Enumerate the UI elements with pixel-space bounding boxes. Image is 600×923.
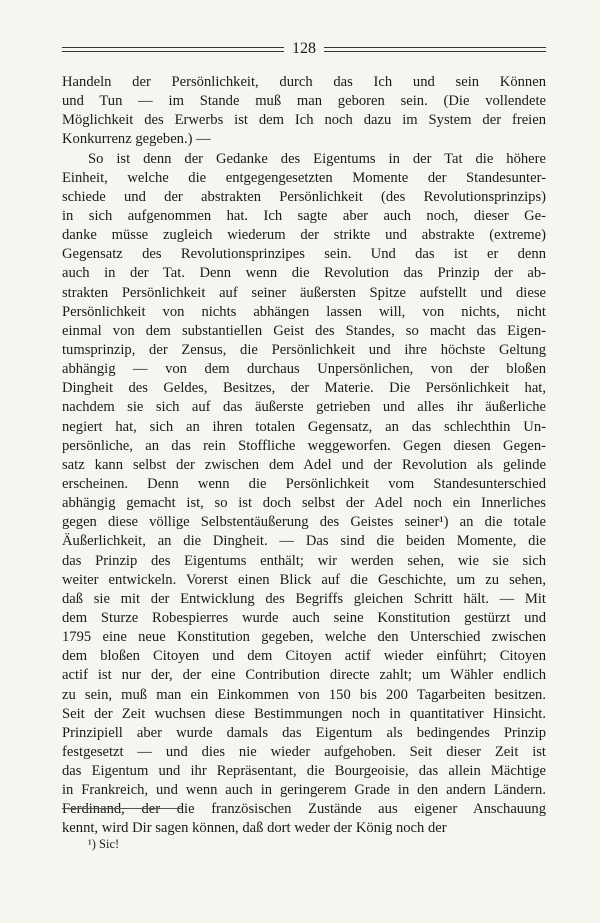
page-number: 128 (292, 40, 316, 57)
text-line: dem bloßen Citoyen und dem Citoyen actif wieder einführt; Citoyen (62, 648, 546, 665)
text-line: tumsprinzip, der Zensus, die Persönlichkeit und ihre höchste Geltung (62, 341, 546, 358)
text-line: Äußerlichkeit, an die Dingheit. — Das sind die beiden Momente, die (62, 533, 546, 550)
text-line: persönliche, an das rein Stoffliche weggeworfen. Gegen diesen Gegen- (62, 437, 546, 454)
text-line: Ferdinand, der die französischen Zustände aus eigener Anschauung (62, 801, 546, 818)
text-line: negiert hat, sich an ihren totalen Gegensatz, an das schlechthin Un- (62, 418, 546, 435)
text-line: das Eigentum und ihr Repräsentant, die Bourgeoisie, das allein Mächtige (62, 763, 546, 780)
text-line: in Frankreich, und wenn auch in geringerem Grade in den andern Ländern. (62, 782, 546, 799)
text-line: Prinzipiell aber wurde damals das Eigentum als bedingendes Prinzip (62, 724, 546, 741)
text-line: danke müsse zugleich wiederum der strikte und abstrakte (extreme) (62, 227, 546, 244)
text-line: einmal von dem substantiellen Geist des Standes, so macht das Eigen- (62, 322, 546, 339)
text-line: Persönlichkeit von nichts abhängen lassen will, von nichts, nicht (62, 303, 546, 320)
text-line: dem Sturze Robespierres wurde auch seine Konstitution gestürzt und (62, 609, 546, 626)
text-line: Einheit, welche die entgegengesetzten Momente der Standesunter- (62, 169, 546, 186)
text-line: Gegensatz des Revolutionsprinzipes sein. Und das ist er denn (62, 246, 546, 263)
text-line: strakten Persönlichkeit auf seiner äußersten Spitze aufstellt und diese (62, 284, 546, 301)
text-line: kennt, wird Dir sagen können, daß dort weder der König noch der (62, 820, 447, 837)
text-line: So ist denn der Gedanke des Eigentums in der Tat die höhere (88, 150, 546, 167)
text-line: Dingheit des Geldes, Besitzes, der Materie. Die Persönlichkeit hat, (62, 380, 546, 397)
body-text (62, 73, 546, 839)
text-line: auch in der Tat. Denn wenn die Revolution das Prinzip der ab- (62, 265, 546, 282)
text-line: schiede und der abstrakten Persönlichkeit (des Revolutionsprinzips) (62, 188, 546, 205)
text-line: nachdem sie sich auf das äußerste getrieben und alles ihr äußerliche (62, 399, 546, 416)
header-rule-left (62, 47, 284, 52)
header-rule-right (324, 47, 546, 52)
text-line: satz kann selbst der zwischen dem Adel und der Revolution als gelinde (62, 456, 546, 473)
text-line: daß sie mit der Entwicklung des Begriffs gleichen Schritt hält. — Mit (62, 590, 546, 607)
text-line: in sich aufgenommen hat. Ich sagte aber auch noch, dieser Ge- (62, 207, 546, 224)
text-line: zu sein, muß man ein Einkommen von 150 bis 200 Tagarbeiten besitzen. (62, 686, 546, 703)
text-line: das Prinzip des Eigentums enthält; wir werden sehen, wie sie sich (62, 552, 546, 569)
text-line: Handeln der Persönlichkeit, durch das Ich und sein Können (62, 74, 546, 90)
footnote-rule (62, 808, 182, 809)
text-line: Konkurrenz gegeben.) — (62, 131, 211, 148)
text-line: festgesetzt — und dies nie wieder aufgehoben. Seit dieser Zeit ist (62, 743, 546, 760)
text-line: und Tun — im Stande muß man geboren sein. (Die vollendete (62, 93, 546, 110)
text-line: actif ist nur der, der eine Contribution directe zahlt; um Wähler endlich (62, 667, 546, 684)
page-header (62, 40, 546, 58)
text-line: abhängig gemacht ist, so ist doch selbst der Adel noch ein Innerliches (62, 495, 546, 512)
text-line: weiter entwickeln. Vorerst einen Blick auf die Geschichte, um zu sehen, (62, 571, 546, 588)
text-line: 1795 eine neue Konstitution gegeben, welche den Unterschied zwischen (62, 629, 546, 646)
footnote: ¹) Sic! (88, 837, 120, 851)
text-line: Möglichkeit des Erwerbs ist dem Ich noch dazu im System der freien (62, 112, 546, 129)
text-line: Seit der Zeit wuchsen diese Bestimmungen noch in quantitativer Hinsicht. (62, 705, 546, 722)
text-line: erscheinen. Denn wenn die Persönlichkeit vom Standesunterschied (62, 475, 546, 492)
text-line: gegen diese völlige Selbstentäußerung des Geistes seiner¹) an die totale (62, 514, 546, 531)
text-line: abhängig — von dem durchaus Unpersönlichen, von der bloßen (62, 361, 546, 378)
